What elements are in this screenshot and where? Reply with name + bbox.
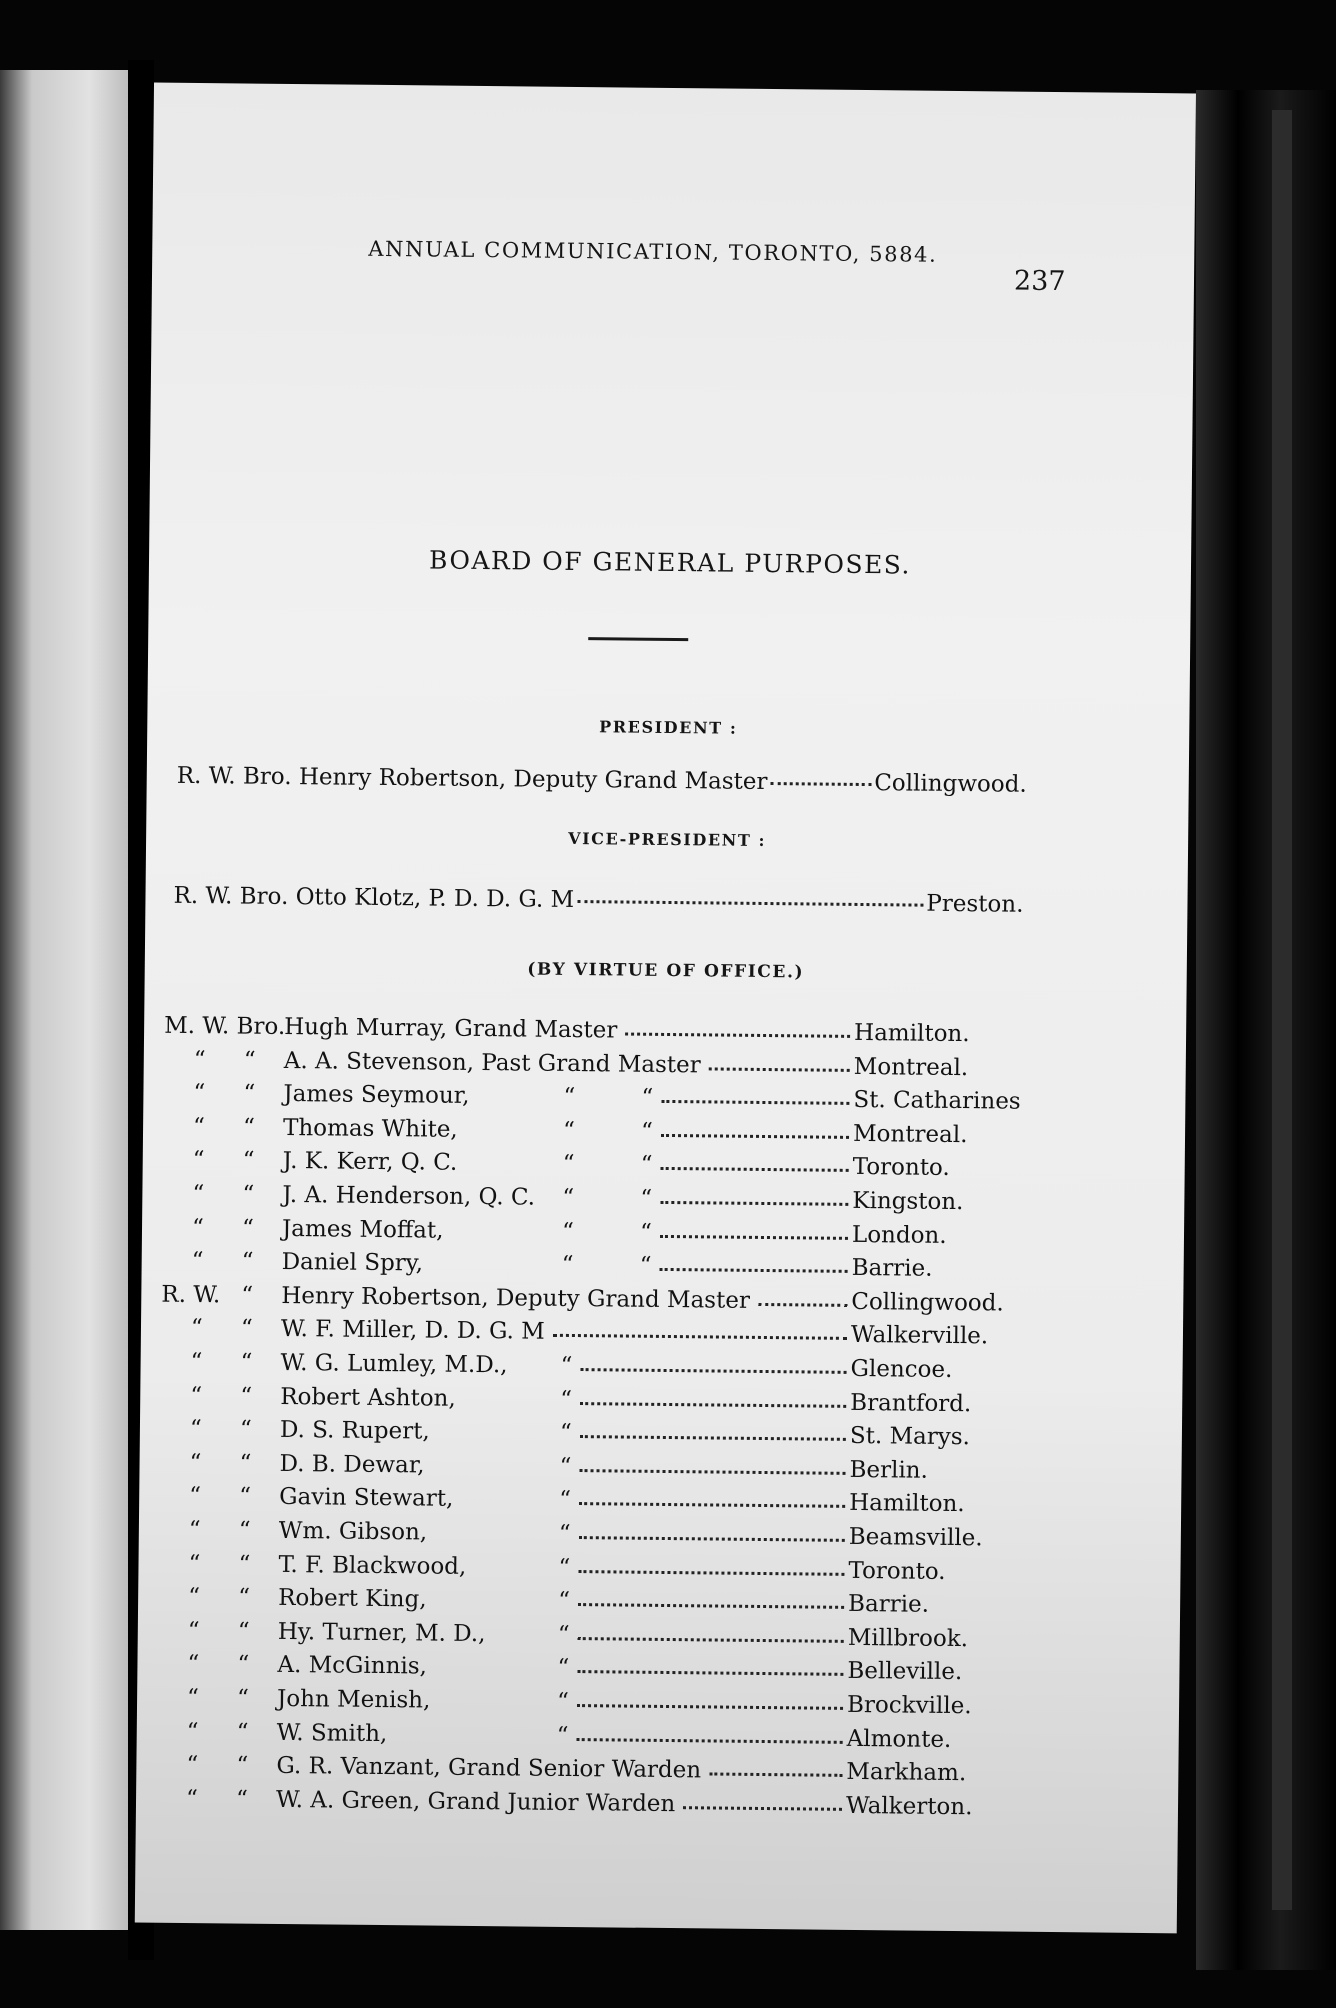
member-place: Glencoe. — [850, 1355, 953, 1383]
dot-leader — [580, 1387, 846, 1408]
member-name: W. Smith, — [276, 1719, 388, 1747]
member-place: Markham. — [846, 1759, 967, 1787]
dot-leader — [577, 1723, 843, 1744]
member-place: Millbrook. — [847, 1624, 969, 1652]
member-rank: “ — [189, 1449, 202, 1476]
ditto-mark: “ — [562, 1184, 575, 1212]
dot-leader — [580, 1454, 846, 1475]
dot-leader — [661, 1152, 849, 1172]
right-page-edge — [1196, 90, 1336, 1970]
member-name: Henry Robertson, Deputy Grand Master — [281, 1282, 751, 1314]
member-name: J. K. Kerr, Q. C. — [282, 1148, 458, 1177]
member-rank: “ — [186, 1752, 199, 1779]
member-name: Daniel Spry, — [281, 1249, 424, 1277]
dot-leader — [661, 1085, 849, 1105]
member-name: John Menish, — [276, 1685, 431, 1714]
member-rank: “ — [185, 1785, 198, 1812]
member-name: W. A. Green, Grand Junior Warden — [275, 1786, 676, 1817]
president-entry — [177, 763, 1027, 798]
president-place: Collingwood. — [874, 770, 1027, 798]
member-place: Hamilton. — [849, 1490, 965, 1518]
member-rank: “ — [187, 1651, 200, 1678]
member-rank: “ — [188, 1516, 201, 1544]
ditto-mark: “ — [561, 1252, 574, 1279]
president-name: R. W. Bro. Henry Robertson, Deputy Grand Master — [176, 762, 768, 796]
ditto-mark: “ — [560, 1352, 573, 1379]
member-rank: “ — [188, 1550, 201, 1577]
member-place: Walkerville. — [850, 1322, 989, 1350]
member-name: Wm. Gibson, — [278, 1517, 428, 1546]
ditto-mark: “ — [236, 1685, 250, 1712]
dot-leader — [577, 900, 923, 907]
member-rank: “ — [188, 1584, 201, 1611]
member-name: Robert Ashton, — [280, 1383, 456, 1412]
ditto-mark: “ — [236, 1752, 249, 1779]
member-rank: “ — [186, 1684, 200, 1712]
member-rank: “ — [191, 1248, 204, 1275]
member-name: W. G. Lumley, M.D., — [280, 1349, 508, 1379]
member-name: James Moffat, — [281, 1215, 444, 1244]
dot-leader — [758, 1288, 847, 1307]
ditto-mark: “ — [242, 1147, 255, 1175]
member-place: St. Catharines — [853, 1087, 1021, 1115]
ditto-mark: “ — [241, 1215, 254, 1242]
member-rank: “ — [193, 1080, 206, 1107]
ditto-mark: “ — [641, 1084, 654, 1112]
ditto-mark: “ — [236, 1719, 249, 1746]
ditto-mark: “ — [556, 1722, 569, 1749]
member-rank: “ — [187, 1617, 200, 1644]
president-heading: PRESIDENT : — [599, 717, 738, 738]
ditto-mark: “ — [559, 1453, 572, 1480]
member-rank: “ — [190, 1348, 203, 1376]
ditto-mark: “ — [560, 1386, 573, 1413]
ditto-mark: “ — [242, 1181, 255, 1208]
member-rank: “ — [186, 1718, 199, 1745]
vice-president-place: Preston. — [926, 890, 1024, 918]
right-page-strip — [1272, 110, 1292, 1910]
member-name: Thomas White, — [282, 1114, 458, 1143]
member-rank: R. W. — [161, 1281, 221, 1309]
member-name: Hy. Turner, M. D., — [277, 1618, 486, 1647]
title-rule — [588, 637, 688, 641]
dot-leader — [770, 782, 871, 786]
member-name: A. A. Stevenson, Past Grand Master — [283, 1047, 701, 1078]
dot-leader — [577, 1689, 843, 1710]
ditto-mark: “ — [556, 1688, 569, 1715]
vice-president-entry — [173, 883, 1023, 918]
ditto-mark: “ — [640, 1118, 653, 1145]
member-rank: M. W. Bro. — [164, 1012, 286, 1040]
document-page — [135, 83, 1196, 1934]
left-page-edge — [0, 70, 128, 1930]
page-number: 237 — [1013, 265, 1066, 298]
member-rank: “ — [192, 1181, 205, 1208]
ditto-mark: “ — [239, 1416, 252, 1443]
ditto-mark: “ — [557, 1621, 570, 1648]
dot-leader — [578, 1555, 844, 1576]
member-name: Robert King, — [278, 1585, 427, 1613]
member-place: Brockville. — [846, 1691, 972, 1720]
ditto-mark: “ — [235, 1786, 248, 1813]
member-place: Almonte. — [846, 1725, 952, 1753]
member-name: James Seymour, — [283, 1081, 470, 1110]
member-place: Toronto. — [848, 1557, 946, 1585]
ditto-mark: “ — [640, 1185, 653, 1212]
dot-leader — [579, 1521, 845, 1542]
dot-leader — [660, 1220, 848, 1240]
running-head: ANNUAL COMMUNICATION, TORONTO, 5884. — [368, 236, 938, 267]
ditto-mark: “ — [239, 1483, 252, 1511]
dot-leader — [578, 1622, 844, 1643]
vice-president-name: R. W. Bro. Otto Klotz, P. D. D. G. M — [173, 882, 575, 913]
member-name: G. R. Vanzant, Grand Senior Warden — [276, 1753, 702, 1784]
member-place: Beamsville. — [848, 1523, 983, 1552]
ditto-mark: “ — [241, 1282, 254, 1309]
member-rank: “ — [189, 1483, 202, 1510]
member-rank: “ — [189, 1416, 202, 1443]
member-place: Brantford. — [850, 1389, 972, 1417]
member-name: W. F. Miller, D. D. G. M — [280, 1316, 545, 1346]
dot-leader — [580, 1420, 846, 1441]
dot-leader — [661, 1119, 849, 1139]
ditto-mark: “ — [639, 1252, 652, 1280]
dot-leader — [578, 1588, 844, 1609]
ditto-mark: “ — [640, 1152, 653, 1179]
dot-leader — [577, 1655, 843, 1676]
ditto-mark: “ — [242, 1114, 255, 1141]
member-place: Kingston. — [852, 1187, 964, 1216]
member-place: Berlin. — [849, 1456, 929, 1484]
member-name: J. A. Henderson, Q. C. — [282, 1181, 536, 1211]
dot-leader — [581, 1353, 847, 1374]
member-place: Walkerton. — [845, 1792, 973, 1821]
ditto-mark: “ — [561, 1218, 574, 1245]
member-rank: “ — [192, 1147, 205, 1174]
member-rank: “ — [192, 1113, 205, 1140]
member-name: D. B. Dewar, — [279, 1450, 425, 1479]
ditto-mark: “ — [558, 1588, 571, 1615]
member-name: A. McGinnis, — [277, 1652, 428, 1680]
dot-leader — [709, 1758, 842, 1777]
ditto-mark: “ — [237, 1651, 250, 1679]
member-rank: “ — [193, 1046, 206, 1073]
member-name: D. S. Rupert, — [279, 1417, 430, 1445]
member-place: Hamilton. — [853, 1019, 970, 1048]
ditto-mark: “ — [562, 1151, 575, 1178]
ditto-mark: “ — [240, 1349, 253, 1376]
member-rank: “ — [190, 1382, 203, 1409]
member-place: St. Marys. — [849, 1423, 971, 1451]
member-place: Montreal. — [852, 1120, 968, 1148]
dot-leader — [625, 1018, 850, 1038]
member-name: T. F. Blackwood, — [278, 1551, 467, 1580]
ditto-mark: “ — [557, 1655, 570, 1682]
dot-leader — [660, 1186, 848, 1206]
member-place: Barrie. — [847, 1591, 930, 1618]
ditto-mark: “ — [639, 1219, 652, 1246]
ditto-mark: “ — [562, 1117, 575, 1144]
ditto-mark: “ — [241, 1248, 254, 1275]
ditto-mark: “ — [240, 1383, 253, 1410]
ditto-mark: “ — [240, 1315, 253, 1343]
ditto-mark: “ — [559, 1487, 572, 1514]
ex-officio-heading: (BY VIRTUE OF OFFICE.) — [527, 959, 805, 983]
member-rank: “ — [191, 1214, 204, 1241]
member-name: Hugh Murray, Grand Master — [284, 1013, 618, 1044]
member-place: London. — [851, 1221, 947, 1249]
dot-leader — [553, 1319, 847, 1340]
ditto-mark: “ — [558, 1554, 571, 1581]
page-title: BOARD OF GENERAL PURPOSES. — [428, 545, 912, 580]
member-place: Belleville. — [847, 1658, 963, 1686]
ditto-mark: “ — [239, 1450, 252, 1477]
dot-leader — [579, 1487, 845, 1508]
ditto-mark: “ — [243, 1080, 256, 1107]
dot-leader — [660, 1253, 848, 1273]
member-place: Collingwood. — [851, 1288, 1004, 1317]
ditto-mark: “ — [238, 1551, 251, 1578]
ditto-mark: “ — [559, 1420, 572, 1447]
list-item — [156, 1785, 1026, 1826]
ditto-mark: “ — [563, 1084, 576, 1111]
member-name: Gavin Stewart, — [279, 1484, 454, 1513]
ditto-mark: “ — [238, 1517, 251, 1544]
ditto-mark: “ — [237, 1618, 250, 1645]
ditto-mark: “ — [558, 1520, 571, 1547]
dot-leader — [709, 1052, 850, 1071]
vice-president-heading: VICE-PRESIDENT : — [568, 828, 767, 850]
ditto-mark: “ — [238, 1584, 251, 1611]
member-rank: “ — [190, 1315, 203, 1342]
member-place: Montreal. — [853, 1053, 969, 1081]
ditto-mark: “ — [243, 1047, 256, 1074]
member-place: Toronto. — [852, 1154, 950, 1182]
dot-leader — [683, 1791, 842, 1811]
member-place: Barrie. — [851, 1255, 933, 1282]
